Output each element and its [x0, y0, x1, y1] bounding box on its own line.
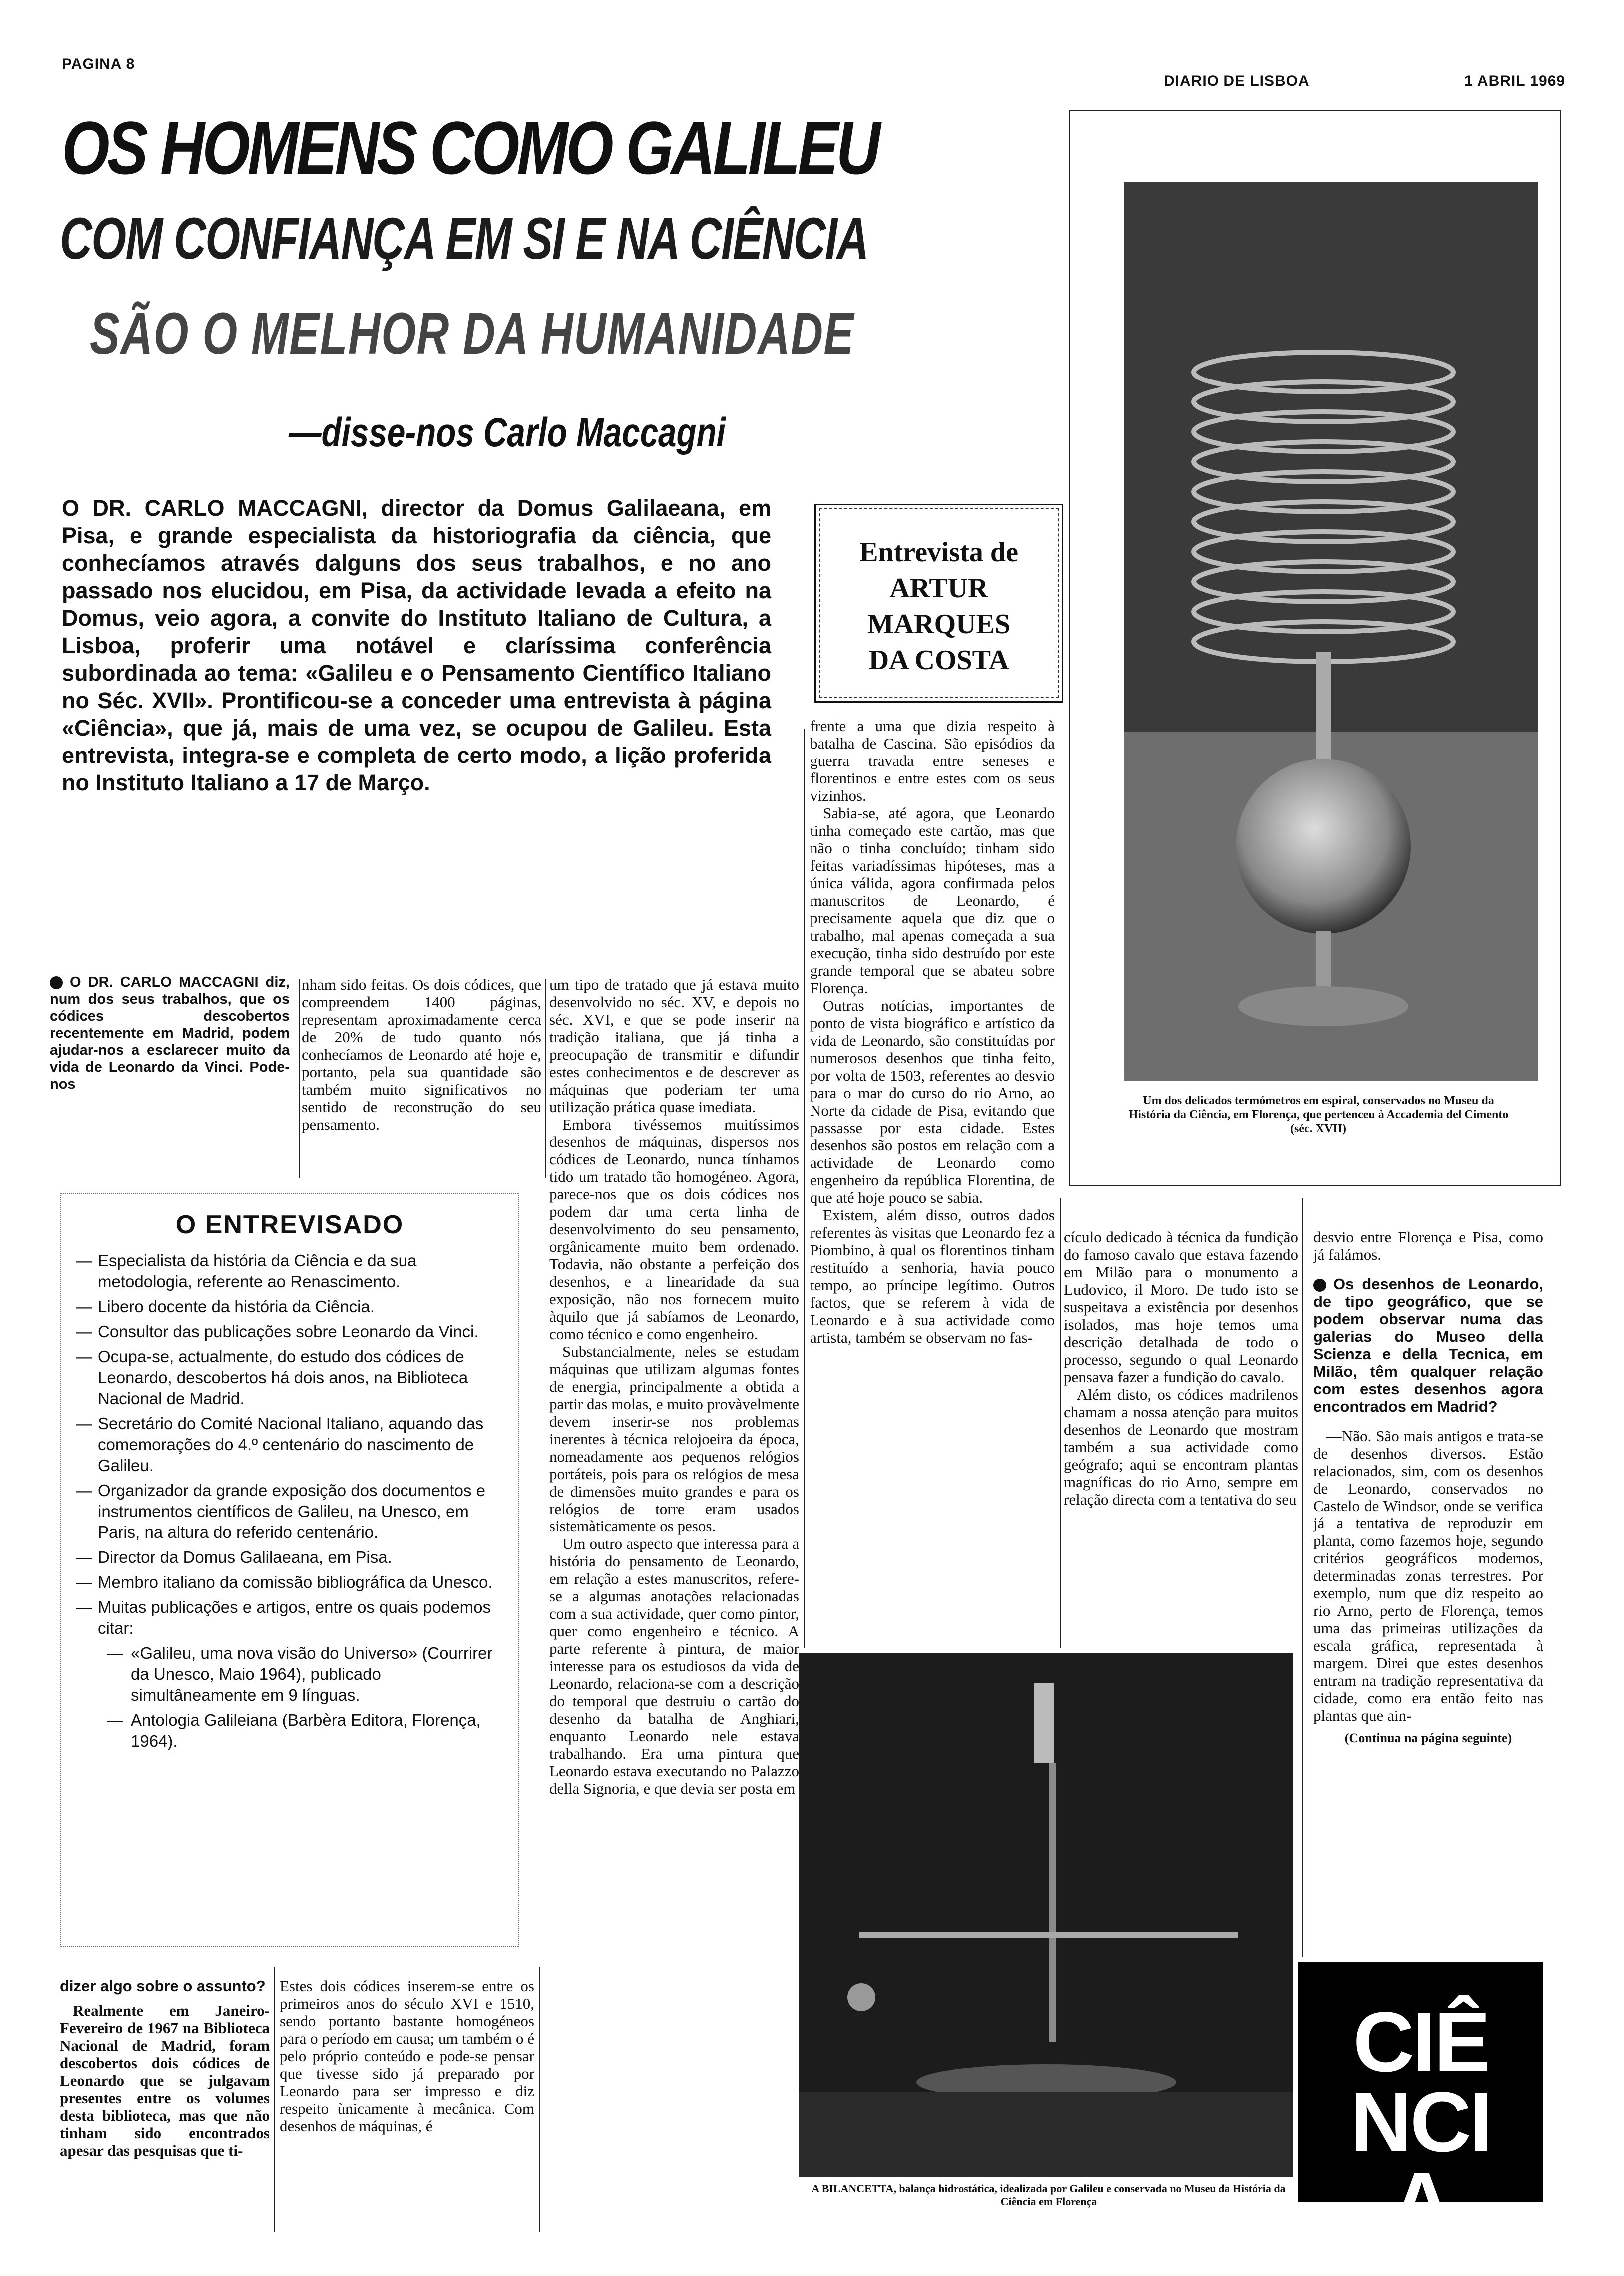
lead-paragraph — [62, 494, 771, 796]
list-item: — Membro italiano da comissão bibliográfica da Unesco. — [76, 1572, 503, 1593]
list-item: — Especialista da história da Ciência e da sua metodologia, referente ao Renascimento. — [76, 1250, 503, 1292]
entrevisado-title: O ENTREVISADO — [175, 1210, 404, 1239]
interview-credit-box — [819, 508, 1059, 698]
headline-byline: —disse-nos Carlo Maccagni — [289, 410, 726, 455]
lead-name: O DR. CARLO MACCAGNI, — [62, 495, 368, 521]
question-1-end: dizer algo sobre o assunto? — [60, 1977, 266, 1995]
interview-credit-line-2: ARTUR MARQUES — [867, 573, 1011, 640]
column-5: cículo dedicado à técnica da fundição do famoso cavalo que estava fazendo em Milão para o monumento a Ludovico, il Moro. De tudo isto se suspeitava a existência por desenhos isolados, mas hoje temos uma descrição detalhada de todo o processo, segundo o qual Leonardo pensava fazer a fundição do cavalo. Além disto, os códices madrilenos chamam a nossa atenção para muitos desenhos de Leonardo que mostram também a sua actividade como geógrafo; aqui se encontram plantas magníficas do rio Arno, sempre em relação directa com a tentativa do seu — [1064, 1228, 1298, 1508]
column-6: desvio entre Florença e Pisa, como já falámos. Os desenhos de Leonardo, de tipo geográfico, que se podem observar numa das galerias do Museo della Scienza e della Tecnica, em Milão, têm qualquer relação com estes desenhos agora encontrados em Madrid? —Não. São mais antigos e trata-se de desenhos diversos. Estão relacionados, sim, com os desenhos de Leonardo, conservados no Castelo de Windsor, onde se verifica já a tentativa de reproduzir em planta, como fazemos hoje, segundo critérios geográficos modernos, determinadas zonas terrestres. Por exemplo, num que diz respeito ao rio Arno, perto de Florença, temos uma das primeiras utilizações da escala gráfica, representada à margem. Direi que estes desenhos entram na tradição representativa da cidade, como era então feito nas plantas que ain- (Continua na página seguinte) — [1313, 1228, 1543, 1747]
bilancetta-photo — [799, 1653, 1293, 2177]
ciencia-logo-text: CIÊNCIA — [1350, 1995, 1491, 2250]
entrevisado-box — [60, 1193, 519, 1947]
list-subitem: — Antologia Galileiana (Barbèra Editora, Florença, 1964). — [76, 1710, 503, 1752]
headline-line-3: SÃO O MELHOR DA HUMANIDADE — [90, 301, 854, 367]
list-subitem: — «Galileu, uma nova visão do Universo» (Courrirer da Unesco, Maio 1964), publicado simultâneamente em 9 línguas. — [76, 1643, 503, 1706]
headline-line-1: OS HOMENS COMO GALILEU — [62, 106, 878, 190]
column-2-bottom: Estes dois códices inserem-se entre os primeiros anos do século XVI e 1510, sendo portanto bastante homogéneos para o período em causa; um também o é pelo próprio conteúdo e pode-se pensar que tivesse sido já preparado por Leonardo para ser impresso e diz respeito ùnicamente à mecânica. Com desenhos de máquinas, é — [280, 1977, 534, 2135]
bullet-icon — [50, 976, 63, 989]
entrevisado-list — [76, 1250, 503, 1752]
continued-note: (Continua na página seguinte) — [1344, 1731, 1512, 1745]
list-item: — Secretário do Comité Nacional Italiano, aquando das comemorações do 4.º centenário do nascimento de Galileu. — [76, 1413, 503, 1476]
column-4: frente a uma que dizia respeito à batalha de Cascina. São episódios da guerra travada entre seneses e florentinos e entre estes com os seus vizinhos. Sabia-se, até agora, que Leonardo tinha começado este cartão, mas que não o tinha concluído; tinham sido feitas variadíssimas hipóteses, mas a única válida, agora confirmada pelos manuscritos de Leonardo, é precisamente aquela que diz que o trabalho, mal apenas começada a sua execução, tinha sido destruído por este grande temporal que se abateu sobre Florença. Outras notícias, importantes de ponto de vista biográfico e artístico da vida de Leonardo, são constituídas por numerosos desenhos que tinha feito, por volta de 1503, referentes ao desvio para o mar do curso do rio Arno, ao Norte da cidade de Pisa, evitando que passasse por esta cidade. Estes desenhos são postos em relação com a actividade de Leonardo como engenheiro da república Florentina, de que até hoje pouco se sabia. Existem, além disso, outros dados referentes às visitas que Leonardo fez a Piombino, à qual os florentinos tinham restituído a senhoria, havia pouco tempo, ao príncipe legítimo. Outros factos, que se referem à vida de Leonardo e à sua actividade como artista, também se observam no fas- — [810, 717, 1055, 1346]
bilancetta-illustration — [799, 1653, 1293, 2177]
list-item: — Director da Domus Galilaeana, em Pisa. — [76, 1547, 503, 1568]
bilancetta-caption: A BILANCETTA, balança hidrostática, idealizada por Galileu e conservada no Museu da História da Ciência em Florença — [812, 2182, 1286, 2208]
list-item: — Ocupa-se, actualmente, do estudo dos códices de Leonardo, descobertos há dois anos, na Biblioteca Nacional de Madrid. — [76, 1346, 503, 1409]
question-2: Os desenhos de Leonardo, de tipo geográfico, que se podem observar numa das galerias do Museo della Scienza e della Tecnica, em Milão, têm qualquer relação com estes desenhos agora encontrados em Madrid? — [1313, 1275, 1543, 1415]
thermometer-illustration — [1124, 182, 1538, 1081]
headline-line-2: COM CONFIANÇA EM SI E NA CIÊNCIA — [60, 206, 868, 272]
list-item: — Libero docente da história da Ciência. — [76, 1296, 503, 1317]
thermometer-caption: Um dos delicados termómetros em espiral, conservados no Museu da História da Ciência, em Florença, que pertenceu à Accademia del Cimento (séc. XVII) — [1128, 1094, 1509, 1135]
question-1: O DR. CARLO MACCAGNI diz, num dos seus trabalhos, que os códices descobertos recentemente em Madrid, podem ajudar-nos a esclarecer muito da vida de Leonardo da Vinci. Pode-nos — [50, 974, 290, 1092]
interview-credit-line-1: Entrevista de — [859, 537, 1018, 568]
list-item: — Consultor das publicações sobre Leonardo da Vinci. — [76, 1321, 503, 1342]
thermometer-photo — [1124, 182, 1538, 1081]
column-2-top: nham sido feitas. Os dois códices, que compreendem 1400 páginas, representam aproximadamente cerca de 20% de tudo quanto nós conhecíamos de Leonardo até hoje e, portanto, pela sua quantidade são também muito significativos no sentido de reconstrução do seu pensamento. — [302, 976, 541, 1133]
newspaper-name: DIARIO DE LISBOA — [1164, 73, 1310, 89]
column-3: um tipo de tratado que já estava muito desenvolvido no séc. XV, e depois no séc. XVI, e que se pode inserir na tradição italiana, que já tinha a preocupação de transmitir e difundir estes conhecimentos e de descrever as máquinas que poderiam ter uma utilização prática quase imediata. Embora tivéssemos muitíssimos desenhos de máquinas, dispersos nos códices de Leonardo, nunca tínhamos tido um tratado tão homogéneo. Agora, parece-nos que os dois códices nos podem dar uma certa linha de desenvolvimento do seu pensamento, orgânicamente muito bem ordenado. Todavia, não obstante a perfeição dos desenhos, e a linearidade da sua exposição, não nos fornecem muito àquilo que já sabíamos de Leonardo, como técnico e como engenheiro. Substancialmente, neles se estudam máquinas que utilizam algumas fontes de energia, principalmente a obtida a partir das molas, e muito provàvelmente devem inserir-se nos problemas inerentes à técnica relojoeira da época, nomeadamente aos pequenos relógios portáteis, pois para os relógios de mesa de dimensões muito grandes e para os relógios de torre eram usados sistemàticamente os pesos. Um outro aspecto que interessa para a história do pensamento de Leonardo, em relação a estes manuscritos, refere-se a algumas anotações relacionadas com a sua actividade, quer como pintor, quer como engenheiro e técnico. A parte referente à pintura, de maior interesse para os estudiosos da vida de Leonardo, relaciona-se com a descrição do temporal que destruiu o cartão do desenho da batalha de Anghiari, enquanto Leonardo nele estava trabalhando. Era uma pintura que Leonardo estava executando no Palazzo della Signoria, e que devia ser posta em — [549, 976, 799, 1797]
column-1-bottom: dizer algo sobre o assunto? Realmente em Janeiro-Fevereiro de 1967 na Biblioteca Nacional de Madrid, foram descobertos dois códices de Leonardo que se julgavam presentes entre os volumes desta biblioteca, mas que não tinham sido encontrados apesar das pesquisas que ti- — [60, 1977, 270, 2159]
list-item: — Organizador da grande exposição dos documentos e instrumentos científicos de Galileu, na Unesco, em Paris, na altura do referido centenário. — [76, 1480, 503, 1543]
page-number: PAGINA 8 — [62, 56, 135, 72]
lead-text: director da Domus Galilaeana, em Pisa, e grande especialista da historiografia da ciência, que conhecíamos através dalguns dos seus trabalhos, e no ano passado nos elucidou, em Pisa, da actividade levada a efeito na Domus, veio agora, a convite do Instituto Italiano de Cultura, a Lisboa, proferir uma notável e claríssima conferência subordinada ao tema: «Galileu e o Pensamento Científico Italiano no Séc. XVII». Prontificou-se a conceder uma entrevista à página «Ciência», que já, mais de uma vez, se ocupou de Galileu. Esta entrevista, integra-se e completa de certo modo, a lição proferida no Instituto Italiano a 17 de Março. — [62, 495, 771, 795]
ciencia-section-logo — [1298, 1962, 1543, 2250]
list-item: — Muitas publicações e artigos, entre os quais podemos citar: — [76, 1597, 503, 1639]
bullet-icon — [1313, 1279, 1326, 1292]
issue-date: 1 ABRIL 1969 — [1464, 73, 1566, 89]
interview-credit-line-3: DA COSTA — [868, 645, 1009, 676]
